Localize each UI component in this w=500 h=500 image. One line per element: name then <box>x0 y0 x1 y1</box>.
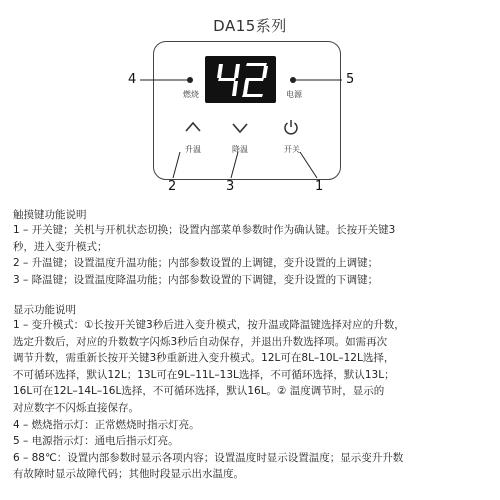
power-indicator-light <box>290 77 296 83</box>
display-line: 调节升数，需重新长按开关键3秒重新进入变升模式。12L可在8L–10L–12L选择， <box>13 352 395 365</box>
seven-segment-digits <box>205 56 276 103</box>
display-line: 有故障时显示故障代码；其他时段显示出水温度。 <box>13 468 244 481</box>
burning-indicator-label: 燃烧 <box>183 90 199 99</box>
power-indicator-label: 电源 <box>286 90 302 99</box>
callout-2: 2 <box>168 179 177 194</box>
temperature-display <box>205 56 276 103</box>
callout-1: 1 <box>315 179 324 194</box>
display-line: 对应数字不闪烁直接保存。 <box>13 401 139 414</box>
display-line: 6 – 88℃：设置内部参数时显示各项内容；设置温度时显示设置温度；显示变升升数 <box>13 451 404 464</box>
chevron-up-icon[interactable] <box>184 120 202 134</box>
callout-5: 5 <box>346 72 355 87</box>
touch-line: 1 – 开关键；关机与开机状态切换；设置内部菜单参数时作为确认键。长按开关键3 <box>13 224 396 236</box>
display-section-heading: 显示功能说明 <box>13 304 76 316</box>
touch-line: 3 – 降温键；设置温度降温功能；内部参数设置的下调键，变升设置的下调键； <box>13 273 379 286</box>
power-icon[interactable] <box>282 118 300 136</box>
page-title: DA15系列 <box>213 17 287 35</box>
display-line: 5 – 电源指示灯：通电后指示灯亮。 <box>13 435 179 448</box>
touch-line: 2 – 升温键；设置温度升温功能；内部参数设置的上调键，变升设置的上调键； <box>13 257 379 270</box>
display-section-body <box>13 317 405 483</box>
temp-up-label: 升温 <box>185 145 201 154</box>
display-line: 16L可在12L–14L–16L选择，不可循环选择，默认16L。② 温度调节时，显示的 <box>13 385 385 398</box>
temp-down-label: 降温 <box>232 145 248 154</box>
chevron-down-icon[interactable] <box>231 121 249 135</box>
power-label: 开关 <box>284 145 300 154</box>
touch-section-heading: 触摸键功能说明 <box>13 209 87 221</box>
burning-indicator-light <box>187 77 193 83</box>
display-line: 选定升数后，对应的升数数字闪烁3秒后自动保存，并退出升数选择项。如需再次 <box>13 335 388 348</box>
display-line: 4 – 燃烧指示灯：正常燃烧时指示灯亮。 <box>13 418 200 431</box>
touch-section-body <box>13 222 395 288</box>
display-line: 1 – 变升模式：①长按开关键3秒后进入变升模式，按升温或降温键选择对应的升数， <box>13 319 405 331</box>
display-line: 不可循环选择，默认12L；13L可在9L–11L–13L选择，不可循环选择，默认13L； <box>13 368 395 381</box>
touch-line: 秒，进入变升模式； <box>13 240 108 253</box>
callout-4: 4 <box>128 72 137 87</box>
callout-3: 3 <box>226 179 235 194</box>
